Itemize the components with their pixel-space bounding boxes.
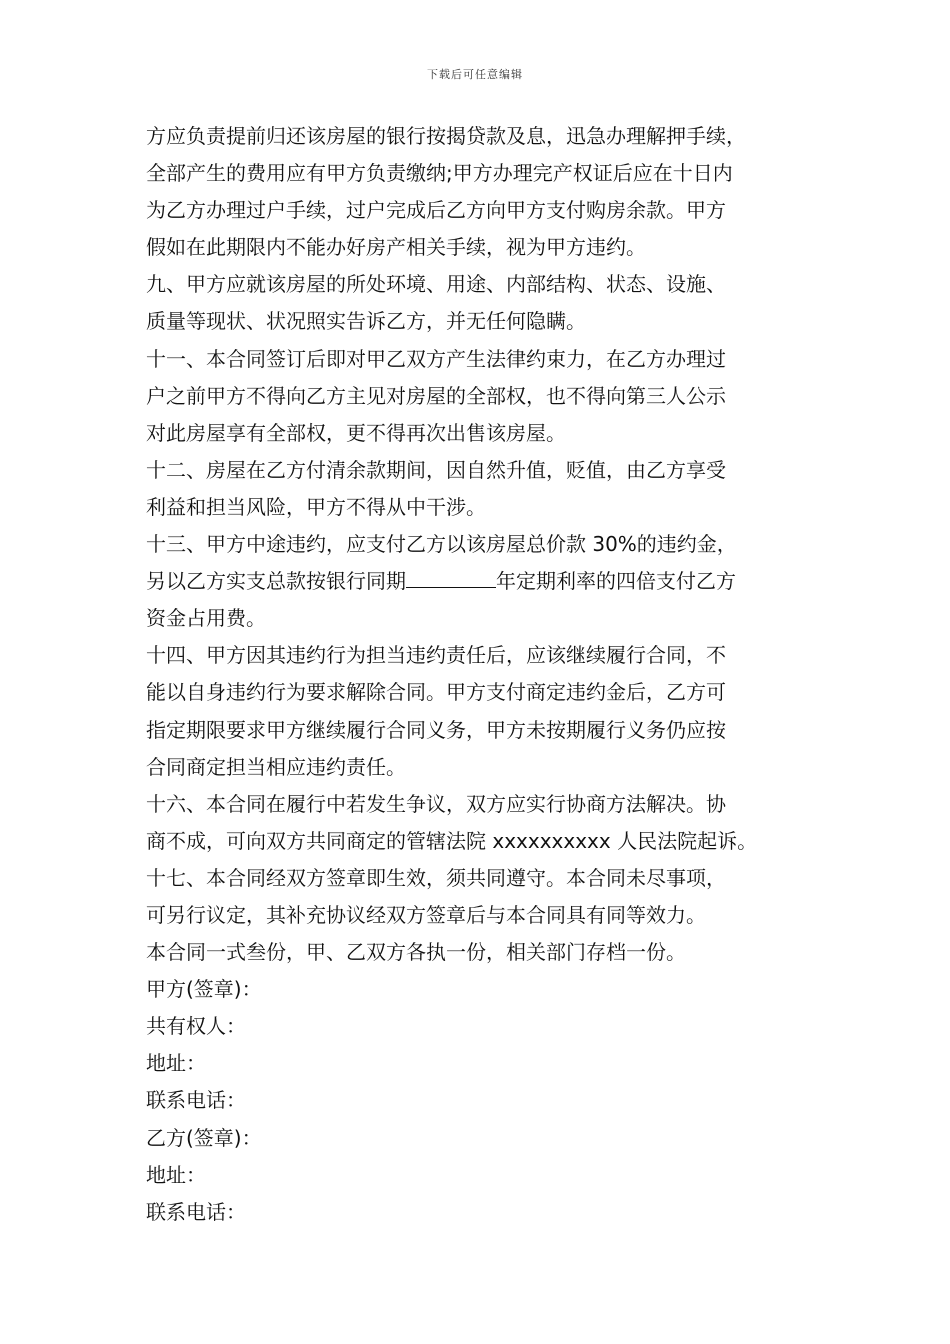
- text-line: 对此房屋享有全部权，更不得再次出售该房屋。: [146, 420, 566, 445]
- text-segment: 另以乙方实支总款按银行同期: [146, 569, 406, 594]
- contract-body: [146, 118, 812, 1231]
- clause-12-line: 十二、房屋在乙方付清余款期间，因自然升值，贬值，由乙方享受: [146, 457, 726, 482]
- text-segment: 年定期利率的四倍支付乙方: [496, 569, 736, 594]
- text-line: 户之前甲方不得向乙方主见对房屋的全部权，也不得向第三人公示: [146, 383, 726, 408]
- header-note: 下载后可任意编辑: [427, 68, 523, 81]
- party-a-signature-label: 甲方(签章)：: [146, 977, 262, 1002]
- party-a-address-label: 地址：: [146, 1051, 206, 1076]
- clause-14-line: 十四、甲方因其违约行为担当违约责任后，应该继续履行合同，不: [146, 643, 726, 668]
- party-b-signature-label: 乙方(签章)：: [146, 1125, 262, 1150]
- text-line: 指定期限要求甲方继续履行合同义务，甲方未按期履行义务仍应按: [146, 717, 726, 742]
- fill-in-blank: [406, 569, 496, 588]
- co-owner-label: 共有权人：: [146, 1014, 246, 1039]
- text-line: 利益和担当风险，甲方不得从中干涉。: [146, 494, 486, 519]
- party-a-phone-label: 联系电话：: [146, 1088, 246, 1113]
- clause-16-line: 十六、本合同在履行中若发生争议，双方应实行协商方法解决。协: [146, 791, 726, 816]
- clause-11-line: 十一、本合同签订后即对甲乙双方产生法律约束力，在乙方办理过: [146, 346, 726, 371]
- text-line: 全部产生的费用应有甲方负责缴纳;甲方办理完产权证后应在十日内: [146, 161, 733, 186]
- text-line: 可另行议定，其补充协议经双方签章后与本合同具有同等效力。: [146, 902, 706, 927]
- text-line-with-blank: [146, 563, 812, 600]
- clause-13-line: 十三、甲方中途违约，应支付乙方以该房屋总价款 30%的违约金，: [146, 532, 737, 557]
- copies-line: 本合同一式叁份，甲、乙双方各执一份，相关部门存档一份。: [146, 940, 686, 965]
- party-b-phone-label: 联系电话：: [146, 1199, 246, 1224]
- clause-17-line: 十七、本合同经双方签章即生效，须共同遵守。本合同未尽事项，: [146, 865, 726, 890]
- text-line: 方应负责提前归还该房屋的银行按揭贷款及息，迅急办理解押手续，: [146, 124, 746, 148]
- text-line: 质量等现状、状况照实告诉乙方，并无任何隐瞒。: [146, 309, 586, 334]
- text-line: 假如在此期限内不能办好房产相关手续，视为甲方违约。: [146, 235, 646, 260]
- party-b-address-label: 地址：: [146, 1162, 206, 1187]
- text-line: 能以自身违约行为要求解除合同。甲方支付商定违约金后，乙方可: [146, 680, 726, 705]
- text-line: 合同商定担当相应违约责任。: [146, 754, 406, 779]
- text-line: 资金占用费。: [146, 606, 266, 631]
- text-line: 为乙方办理过户手续，过户完成后乙方向甲方支付购房余款。甲方: [146, 198, 726, 223]
- clause-9-line: 九、甲方应就该房屋的所处环境、用途、内部结构、状态、设施、: [146, 272, 726, 297]
- text-line: 商不成，可向双方共同商定的管辖法院 xxxxxxxxxx 人民法院起诉。: [146, 828, 758, 853]
